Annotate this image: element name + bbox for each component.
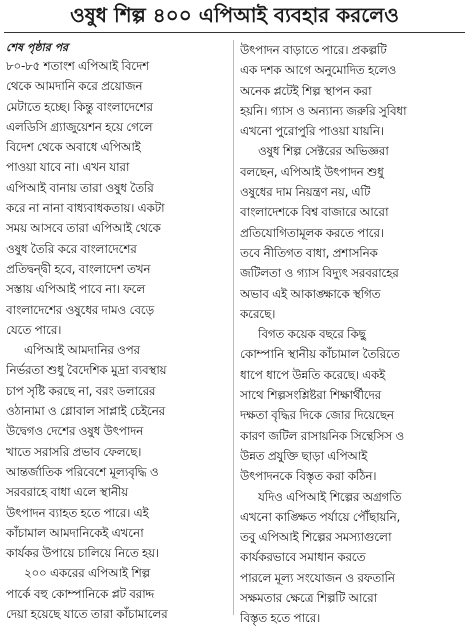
text-line: ৮০-৮৫ শতাংশ এপিআই বিদেশ: [6, 59, 149, 73]
text-line: থেকে আমদানি করে প্রয়োজন: [6, 79, 143, 94]
text-line: যদিও এপিআই শিল্পের অগ্রগতি: [258, 489, 402, 504]
text-line: এলডিসি গ্র্যাজুয়েশন হয়ে গেলে: [6, 119, 153, 134]
text-line: কার্যকর উপায়ে চালিয়ে নিতে হয়।: [6, 546, 159, 561]
text-line: উৎপাদন ব্যাহত হতে পারে। এই: [6, 505, 149, 520]
text-line: জটিলতা ও গ্যাস বিদ্যুৎ সরবরাহের: [240, 266, 399, 281]
text-line: দক্ষতা বৃদ্ধির দিকে জোর দিয়েছেন: [240, 408, 394, 423]
text-line: বিদেশ থেকে অবাধে এপিআই: [6, 140, 141, 155]
text-line: বাংলাদেশকে বিশ্ব বাজারে আরো: [240, 205, 389, 220]
text-line: এপিআই বানায় তারা ওষুধ তৈরি: [6, 180, 154, 195]
text-line: এখনো পুরোপুরি পাওয়া যায়নি।: [240, 124, 384, 139]
text-line: দেয়া হয়েছে যাতে তারা কাঁচামালের: [6, 607, 168, 622]
text-line: উৎপাদন বাড়াতে পারে। প্রকল্পটি: [240, 43, 387, 57]
text-line: এখনো কাঙ্ক্ষিত পর্যায়ে পৌঁছায়নি,: [240, 509, 401, 524]
text-line: আন্তর্জাতিক পরিবেশে মূল্যবৃদ্ধি ও: [6, 464, 159, 479]
text-line: উৎপাদনকে বিস্তৃত করা কঠিন।: [240, 469, 377, 484]
text-line: সাথে শিল্পসংশ্লিষ্টরা শিক্ষার্থীদের: [240, 388, 381, 403]
text-line: এক দশক আগে অনুমোদিত হলেও: [240, 63, 397, 78]
text-line: বাংলাদেশের ওষুধের দামও বেড়ে: [6, 302, 154, 317]
text-line: সরবরাহে বাধা এলে স্থানীয়: [6, 485, 128, 500]
text-line: পাওয়া যাবে না। এখন যারা: [6, 160, 130, 175]
text-line: কোম্পানি স্থানীয় কাঁচামাল তৈরিতে: [240, 347, 400, 362]
text-line: কাঁচামাল আমদানিকেই এখনো: [6, 525, 144, 540]
text-line: ওষুধ শিল্প সেক্টরের অভিজ্ঞরা: [258, 144, 389, 159]
text-line: ধাপে ধাপে উন্নতি করেছে। একই: [240, 367, 386, 382]
text-line: প্রতিদ্বন্দ্বী হবে, বাংলাদেশ তখন: [6, 261, 151, 276]
text-line: বিস্তৃত হতে পারে।: [240, 611, 320, 626]
text-line: সস্তায় এপিআই পাবে না। ফলে: [6, 282, 146, 297]
text-line: ওষুধের দাম নিয়ন্ত্রণ নয়, এটি: [240, 185, 371, 200]
text-line: পার্কে বহু কোম্পানিকে প্লট বরাদ্দ: [6, 586, 154, 601]
text-line: উদ্বেগও দেশের ওষুধ উৎপাদন: [6, 424, 143, 439]
headline: ওষুধ শিল্প ৪০০ এপিআই ব্যবহার করলেও: [70, 3, 399, 27]
continuation-label: শেষ পৃষ্ঠার পর: [6, 41, 69, 54]
text-line: তবে নীতিগত বাধা, প্রশাসনিক: [240, 245, 378, 260]
text-line: চাপ সৃষ্টি করছে না, বরং ডলারের: [6, 383, 156, 398]
text-line: এপিআই আমদানির ওপর: [24, 343, 140, 358]
text-line: বলছেন, এপিআই উৎপাদন শুধু: [240, 164, 384, 179]
text-line: সক্ষমতার ক্ষেত্রে শিল্পটি আরো: [240, 591, 377, 606]
right-column: [240, 40, 464, 629]
text-line: করে না নানা বাধ্যবাধকতায়। একটা: [6, 201, 165, 216]
text-line: অভাব এই আকাঙ্ক্ষাকে স্থগিত: [240, 286, 381, 301]
text-line: মেটাতে হচ্ছে। কিন্তু বাংলাদেশের: [6, 99, 153, 114]
text-line: করেছে।: [240, 306, 276, 321]
text-line: খাতে সরাসরি প্রভাব ফেলছে।: [6, 444, 142, 459]
text-line: সময় আসবে তারা এপিআই থেকে: [6, 221, 161, 236]
text-line: অনেক প্লটেই শিল্প স্থাপন করা: [240, 83, 372, 98]
text-line: ২০০ একরের এপিআই শিল্প: [24, 566, 150, 581]
text-line: প্রতিযোগিতামূলক করতে পারে।: [240, 225, 384, 240]
headline-rule: [4, 32, 465, 33]
text-line: নির্ভরতা শুধু বৈদেশিক মুদ্রা ব্যবস্থায়: [6, 363, 167, 378]
text-line: পারলে মূল্য সংযোজন ও রফতানি: [240, 570, 395, 585]
text-line: ওঠানামা ও গ্লোবাল সাপ্লাই চেইনের: [6, 404, 165, 419]
text-line: হয়নি। গ্যাস ও অন্যান্য জরুরি সুবিধা: [240, 103, 407, 118]
column-divider: [233, 40, 234, 615]
left-column: [6, 40, 230, 624]
text-line: কারণ জটিল রাসায়নিক সিন্থেসিস ও: [240, 428, 404, 443]
text-line: যেতে পারে।: [6, 322, 62, 337]
text-line: ওষুধ তৈরি করে বাংলাদেশের: [6, 241, 137, 256]
text-line: উন্নত প্রযুক্তি ছাড়া এপিআই: [240, 448, 368, 463]
text-line: তবু এপিআই শিল্পের সমস্যাগুলো: [240, 530, 392, 545]
text-line: কার্যকরভাবে সমাধান করতে: [240, 550, 366, 565]
text-line: বিগত কয়েক বছরে কিছু: [258, 327, 366, 342]
